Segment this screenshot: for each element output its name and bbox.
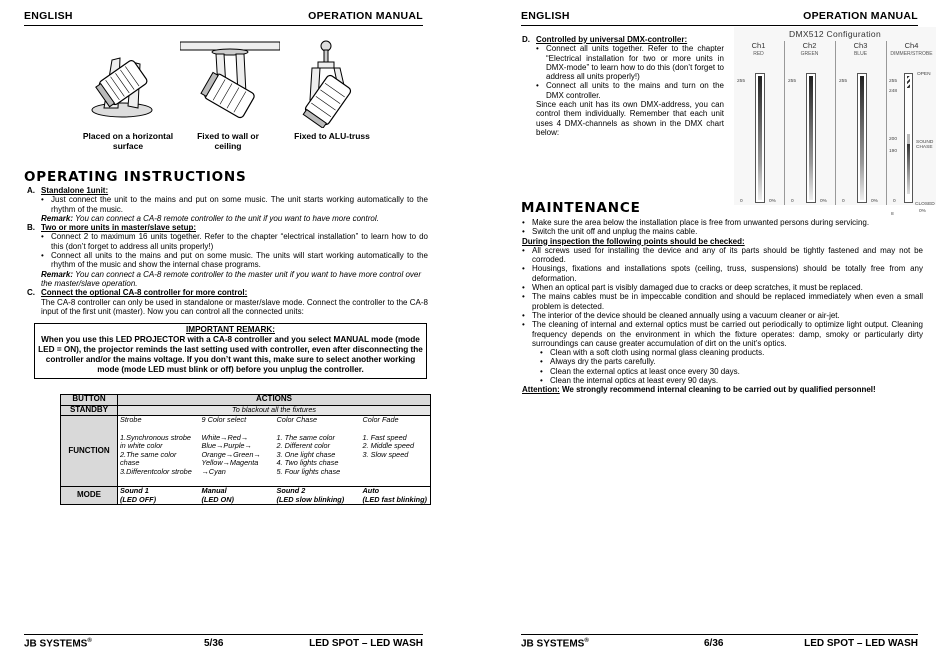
header-rule [24,25,423,26]
maintenance-bullet: • Switch the unit off and unplug the mains cable. [522,227,923,236]
channel-bar [904,73,913,203]
dmx-channel-3 [836,41,885,205]
section-d-text: Since each unit has its own DMX-address, you can control them individually. Remember that each unit uses 4 DMX-channels as shown in the DMX chart below: [536,100,724,137]
inspection-check: • All screws used for installing the device and any of its parts should be tightly fastened and may not be corroded. [522,246,923,265]
footer-brand: JB SYSTEMS® [521,638,589,650]
header-language: ENGLISH [24,10,73,22]
section-b-bullet: • Connect 2 to maximum 16 units together. Refer to the chapter “electrical installation” to learn how to do this (don’t forget to address all units properly!) [41,232,428,251]
inspection-check: • Housings, fixations and installations spots (ceiling, truss, suspensions) should be totally free from any deformation. [522,264,923,283]
truss-mount-illustration [282,40,382,128]
footer-model: LED SPOT – LED WASH [309,638,423,649]
label-closed: CLOSED [915,202,935,207]
footer-page-number: 6/36 [704,638,724,649]
channel-color: GREEN [800,51,819,57]
function-label: FUNCTION [61,416,118,487]
page-footer [24,638,423,652]
important-remark-box [34,323,427,379]
scale-bottom: 0 [893,199,896,204]
dmx-channel-4 [887,41,936,217]
cleaning-step: • Always dry the parts carefully. [540,357,923,366]
wall-mount-illustration [180,40,280,128]
mode-sound-2: Sound 2 (LED slow blinking) [275,487,361,505]
label-open: OPEN [917,72,931,77]
header-title: OPERATION MANUAL [308,10,423,22]
scale-value: 190 [889,149,898,154]
section-d-bullet: • Connect all units together. Refer to the chapter “Electrical installation for two or more units in DMX-mode” to learn how to do this (don’t forget to address all units properly!) [536,44,724,81]
scale-percent: 0% [919,209,926,214]
standby-label: STANDBY [61,406,118,416]
cleaning-step: • Clean with a soft cloth using normal glass cleaning products. [540,348,923,357]
function-color-chase: Color Chase 1. The same color 2. Different color 3. One light chase 4. Two lights chase 5. Four lights chase [275,416,361,487]
channel-label: Ch1 [751,41,766,50]
maintenance-body [522,218,923,395]
section-c-title: C. Connect the optional CA-8 controller for more control: [27,288,248,298]
channel-bar [857,73,867,203]
operating-instructions-body [27,186,428,316]
dmx-configuration-chart [734,27,936,217]
scale-percent: 0% [769,199,776,204]
important-remark-text: When you use this LED PROJECTOR with a CA-8 controller and you select MANUAL mode (mode LED = ON), the projector reminds the last setting used with controller, even after disconnecting the controller and/or the mains voltage. If you don’t want this, make sure to select another working mode (mode LED must blink or off) before you unplug the controller. [38,335,423,374]
function-strobe: Strobe 1.Synchronous strobe in white color 2.The same color chase 3.Differentcolor strobe [118,416,200,487]
scale-bottom: 0 [842,199,845,204]
channel-label: Ch2 [802,41,817,50]
channel-label: Ch4 [904,41,919,50]
section-b-remark: Remark: You can connect a CA-8 remote controller to the master unit if you want to have more control over the master/slave operation. [41,269,422,288]
cleaning-step: • Clean the internal optics at least every 90 days. [540,376,923,385]
table-row-mode [61,487,431,505]
section-a-remark: Remark: You can connect a CA-8 remote controller to the unit if you want to have more control. [41,213,379,223]
channel-color: RED [753,51,764,57]
inspection-check: • The cleaning of internal and external optics must be carried out periodically to optimize light output. Cleaning frequency depends on the environment in which the fixture operates: damp, smoky or particularly dirty surroundings can cause greater accumulation of dirt on the unit’s optics. [522,320,923,348]
channel-bar [806,73,816,203]
scale-percent: 0% [871,199,878,204]
scale-value: 248 [889,89,898,94]
scale-bottom: 0 [791,199,794,204]
scale-value: 8 [891,212,894,217]
dmx-channel-1 [734,41,783,205]
scale-percent: 0% [820,199,827,204]
mode-label: MODE [61,487,118,505]
cleaning-step: • Clean the external optics at least once every 30 days. [540,367,923,376]
dmx-chart-title: DMX512 Configuration [789,29,881,39]
function-color-fade: Color Fade 1. Fast speed 2. Middle speed 3. Slow speed [361,416,431,487]
page-header [24,10,423,24]
footer-page-number: 5/36 [204,638,224,649]
horizontal-mount-illustration [70,40,170,128]
dmx-channel-2 [785,41,834,205]
section-b-title: B. Two or more units in master/slave setup: [27,223,196,233]
maintenance-bullet: • Make sure the area below the installation place is free from unwanted persons during servicing. [522,218,923,227]
inspection-check: • The interior of the device should be cleaned annually using a vacuum cleaner or air-jet. [522,311,923,320]
label-sound-chase: SOUND CHASE [916,140,934,150]
section-d-title: D. Controlled by universal DMX-controller: [522,35,688,44]
attention-note: Attention: We strongly recommend internal cleaning to be carried out by qualified personnel! [522,385,876,395]
scale-bottom: 0 [740,199,743,204]
mode-sound-1: Sound 1 (LED OFF) [118,487,200,505]
scale-top: 255 [889,79,898,84]
important-remark-title: IMPORTANT REMARK: [186,325,275,334]
inspection-check: • The mains cables must be in impeccable condition and should be replaced immediately when even a small problem is detected. [522,292,923,311]
figure-caption: Placed on a horizontal surface [82,131,174,151]
figure-caption: Fixed to ALU-truss [294,131,370,141]
channel-label: Ch3 [853,41,868,50]
section-a-bullet: • Just connect the unit to the mains and put on some music. The unit starts working automatically to the rhythm of the music. [41,195,428,214]
channel-color: BLUE [853,51,868,57]
section-b-bullet: • Connect all units to the mains and put on some music. The units will start working automatically to the rhythm of the music and show the internal chase programs. [41,251,428,270]
footer-model: LED SPOT – LED WASH [804,638,918,649]
scale-top: 255 [839,79,848,84]
section-a-title: A. Standalone 1unit: [27,186,109,195]
mode-auto: Auto (LED fast blinking) [361,487,431,505]
header-actions: ACTIONS [118,395,431,406]
section-c-text: The CA-8 controller can only be used in standalone or master/slave mode. Connect the controller to the CA-8 input of the first unit (master). Now you can control all the connected units: [41,297,428,316]
channel-bar [755,73,765,203]
header-title: OPERATION MANUAL [803,10,918,22]
page-header [521,10,918,24]
footer-rule [24,634,423,635]
actions-table [60,394,431,505]
header-button: BUTTON [61,395,118,406]
standby-text: To blackout all the fixtures [118,406,431,416]
scale-top: 255 [737,79,746,84]
section-d-body [522,35,724,137]
figure-caption: Fixed to wall or ceiling [197,131,259,151]
scale-value: 200 [889,137,898,142]
page-footer [521,638,918,652]
scale-top: 255 [788,79,797,84]
table-row-standby [61,406,431,416]
footer-brand: JB SYSTEMS® [24,638,92,650]
section-d-bullet: • Connect all units to the mains and turn on the DMX controller. [536,81,724,100]
header-rule [521,25,918,26]
footer-rule [521,634,918,635]
function-color-select: 9 Color select White→Red→ Blue→Purple→ Orange→Green→ Yellow→Magenta →Cyan [200,416,275,487]
mode-manual: Manual (LED ON) [200,487,275,505]
table-row-function [61,416,431,487]
header-language: ENGLISH [521,10,570,22]
section-heading: MAINTENANCE [521,200,641,216]
section-heading: OPERATING INSTRUCTIONS [24,169,247,185]
inspection-title: During inspection the following points should be checked: [522,236,745,246]
channel-color: DIMMER/STROBE [890,51,933,57]
inspection-check: • When an optical part is visibly damaged due to cracks or deep scratches, it must be replaced. [522,283,923,292]
table-header-row [61,395,431,406]
